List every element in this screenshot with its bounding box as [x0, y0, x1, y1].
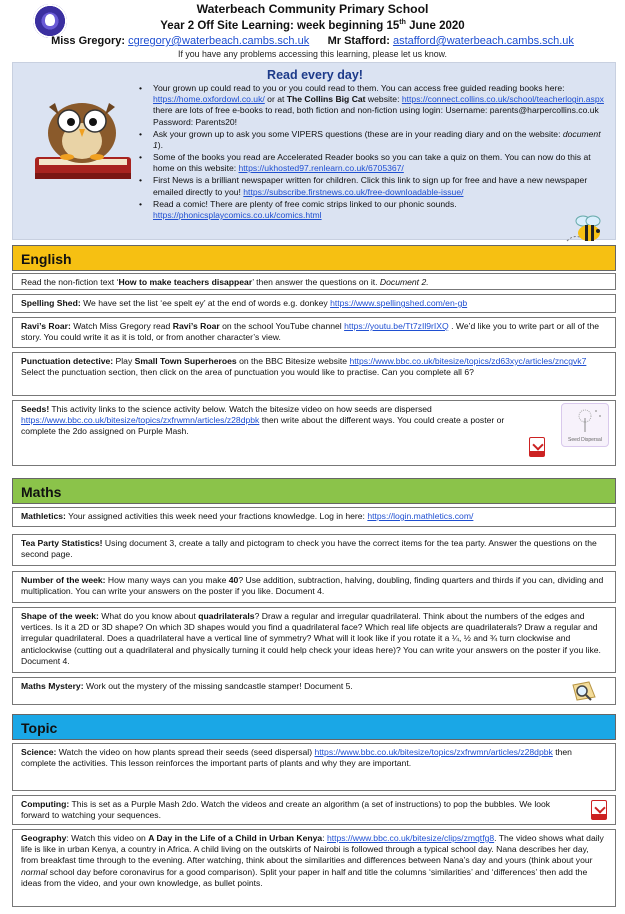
renlearn-link[interactable]: https://ukhosted97.renlearn.co.uk/6705367/ — [238, 163, 404, 174]
school-name: Waterbeach Community Primary School — [196, 2, 429, 16]
magnifying-glass-map-icon — [569, 679, 599, 703]
phonicsplay-link[interactable]: https://phonicsplaycomics.co.uk/comics.html — [153, 209, 322, 220]
maths-task-mathletics: Mathletics: Your assigned activities this week need your fractions knowledge. Log in here: https://login.mathletics.com/ — [12, 507, 616, 527]
list-item: • Ask your grown up to ask you some VIPERS questions (these are in your reading diary and on the website: document 1). — [153, 129, 608, 151]
maths-task-mystery: Maths Mystery: Work out the mystery of the missing sandcastle stamper! Document 5. — [12, 677, 616, 705]
reading-title: Read every day! — [267, 68, 363, 82]
owl-on-books-icon — [27, 85, 137, 185]
list-item: • First News is a brilliant newspaper written for children. Click this link to sign up for free and have a new newspaper emailed directly to you! https://subscribe.firstnews.co.uk/free-downloadable-issue/ — [153, 175, 608, 197]
teacher2-email-link[interactable]: astafford@waterbeach.cambs.sch.uk — [392, 35, 574, 47]
teacher2-name: Mr Stafford: — [327, 35, 390, 47]
mathletics-link[interactable]: https://login.mathletics.com/ — [367, 511, 474, 521]
topic-task-geography: Geography: Watch this video on A Day in the Life of a Child in Urban Kenya: https://www.bbc.co.uk/bitesize/clips/zmqtfg8. The video shows what daily life is like in urban Kenya, a country in Africa. A child living on the outskirts of Nairobi is followed through a typical school day. Nana describes her day, from breakfast time through to the evening. After watching, think about the similarities and differences between Nana’s day and yours (think about your normal school day before coronavirus for a good comparison). Split your paper in half and title the columns ‘similarities’ and ‘differences’ then add the ideas from the video, and your own knowledge, as bullet points. — [12, 829, 616, 907]
youtube-link[interactable]: https://youtu.be/Tt7zIl9rIXQ — [344, 321, 449, 331]
firstnews-link[interactable]: https://subscribe.firstnews.co.uk/free-downloadable-issue/ — [243, 186, 464, 197]
page-header — [0, 0, 625, 64]
topic-heading: Topic — [12, 714, 616, 740]
bitesize-punctuation-link[interactable]: https://www.bbc.co.uk/bitesize/topics/zd63xyc/articles/zncgvk7 — [349, 356, 587, 366]
collins-link[interactable]: https://connect.collins.co.uk/school/teacherlogin.aspx — [401, 94, 604, 105]
list-item: • Some of the books you read are Accelerated Reader books so you can take a quiz on them. You can now do this at home on this website: https://ukhosted97.renlearn.co.uk/6705367/ — [153, 152, 608, 174]
bitesize-seeds-link[interactable]: https://www.bbc.co.uk/bitesize/topics/zxfrwmn/articles/z28dpbk — [21, 415, 260, 426]
reading-box — [12, 62, 616, 240]
english-task-seeds: Seeds! This activity links to the science activity below. Watch the bitesize video on how seeds are dispersed https://www.bbc.co.uk/bitesize/topics/zxfrwmn/articles/z28dpbk then write about the different ways. You could create a poster or complete the 2do assigned on Purple Mash. Seed Dispersal — [12, 400, 616, 466]
english-task-ravis-roar: Ravi’s Roar: Watch Miss Gregory read Ravi’s Roar on the school YouTube channel https://youtu.be/Tt7zIl9rIXQ . We’d like you to write part or all of the story. You could write it as it is told, or from another character’s view. — [12, 317, 616, 348]
maths-task-number-of-week: Number of the week: How many ways can you make 40? Use addition, subtraction, halving, doubling, finding quarters and thirds if you can, dividing and multiplication. You can write your answers on the poster if you like. Document 4. — [12, 571, 616, 603]
bee-icon — [565, 213, 605, 247]
english-heading: English — [12, 245, 616, 271]
list-item: • Read a comic! There are plenty of free comic strips linked to our phonic sounds. https://phonicsplaycomics.co.uk/comics.html — [153, 199, 608, 221]
english-task-spelling: Spelling Shed: We have set the list ‘ee spelt ey’ at the end of words e.g. donkey https://www.spellingshed.com/en-gb — [12, 294, 616, 313]
bitesize-kenya-link[interactable]: https://www.bbc.co.uk/bitesize/clips/zmqtfg8 — [326, 833, 495, 843]
dandelion-icon — [562, 404, 608, 434]
bitesize-science-link[interactable]: https://www.bbc.co.uk/bitesize/topics/zxfrwmn/articles/z28dpbk — [314, 747, 553, 757]
contact-line — [0, 34, 625, 48]
seed-card-label: Seed Dispersal — [568, 436, 602, 443]
topic-task-science: Science: Watch the video on how plants spread their seeds (seed dispersal) https://www.bbc.co.uk/bitesize/topics/zxfrwmn/articles/z28dpbk then complete the activities. This lesson reinforces the important parts of plants and why they are important. — [12, 743, 616, 791]
purple-mash-2do-icon[interactable] — [591, 800, 607, 820]
english-task-punctuation: Punctuation detective: Play Small Town Superheroes on the BBC Bitesize website https://www.bbc.co.uk/bitesize/topics/zd63xyc/articles/zncgvk7 Select the punctuation section, then click on the area of punctuation you would like to practise. Can you complete all 6? — [12, 352, 616, 396]
help-note: If you have any problems accessing this learning, please let us know. — [178, 49, 447, 59]
week-title: Year 2 Off Site Learning: week beginning 15th June 2020 — [160, 19, 465, 32]
seed-dispersal-card — [561, 403, 609, 447]
maths-heading: Maths — [12, 478, 616, 504]
list-item: • Your grown up could read to you or you could read to them. You can access free guided reading books here: https://home.oxfordowl.co.uk/ or at The Collins Big Cat website: https://connect.collins.co.uk/school/teacherlogin.aspx there are lots of free e-books to read, both fiction and non-fiction using login: Username: parents@harpercollins.co.uk Password: Parents20! — [153, 83, 608, 128]
teacher1-name: Miss Gregory: — [51, 35, 126, 47]
spellingshed-link[interactable]: https://www.spellingshed.com/en-gb — [330, 298, 468, 308]
reading-list — [153, 83, 608, 222]
maths-task-shape-of-week: Shape of the week: What do you know about quadrilaterals? Draw a regular and irregular quadrilateral. Think about the numbers of the edges and vertices. Is it a 2D or 3D shape? On which 3D shapes would you find a quadrilateral face? Which real life objects are quadrilaterals? Draw a regular and irregular quadrilateral. Does a quadrilateral have a vertical line of symmetry? What will it look like if you rotate it a ¼, ½ and ¾ turn clockwise and anticlockwise (cutting out a quadrilateral and physically turning it could help check your ideas here)? You can write your answers on the poster if you like. Document 4. — [12, 607, 616, 673]
oxford-owl-link[interactable]: https://home.oxfordowl.co.uk/ — [153, 94, 265, 105]
purple-mash-2do-icon[interactable] — [529, 437, 545, 457]
english-task-reading: Read the non-fiction text ‘How to make teachers disappear’ then answer the questions on it. Document 2. — [12, 273, 616, 290]
teacher1-email-link[interactable]: cgregory@waterbeach.cambs.sch.uk — [128, 35, 310, 47]
topic-task-computing: Computing: This is set as a Purple Mash 2do. Watch the videos and create an algorithm (a set of instructions) to pop the bubbles. We look forward to watching your sequences. — [12, 795, 616, 825]
maths-task-tea-party: Tea Party Statistics! Using document 3, create a tally and pictogram to check you have the correct items for the tea party. Answer the questions on the second page. — [12, 534, 616, 566]
